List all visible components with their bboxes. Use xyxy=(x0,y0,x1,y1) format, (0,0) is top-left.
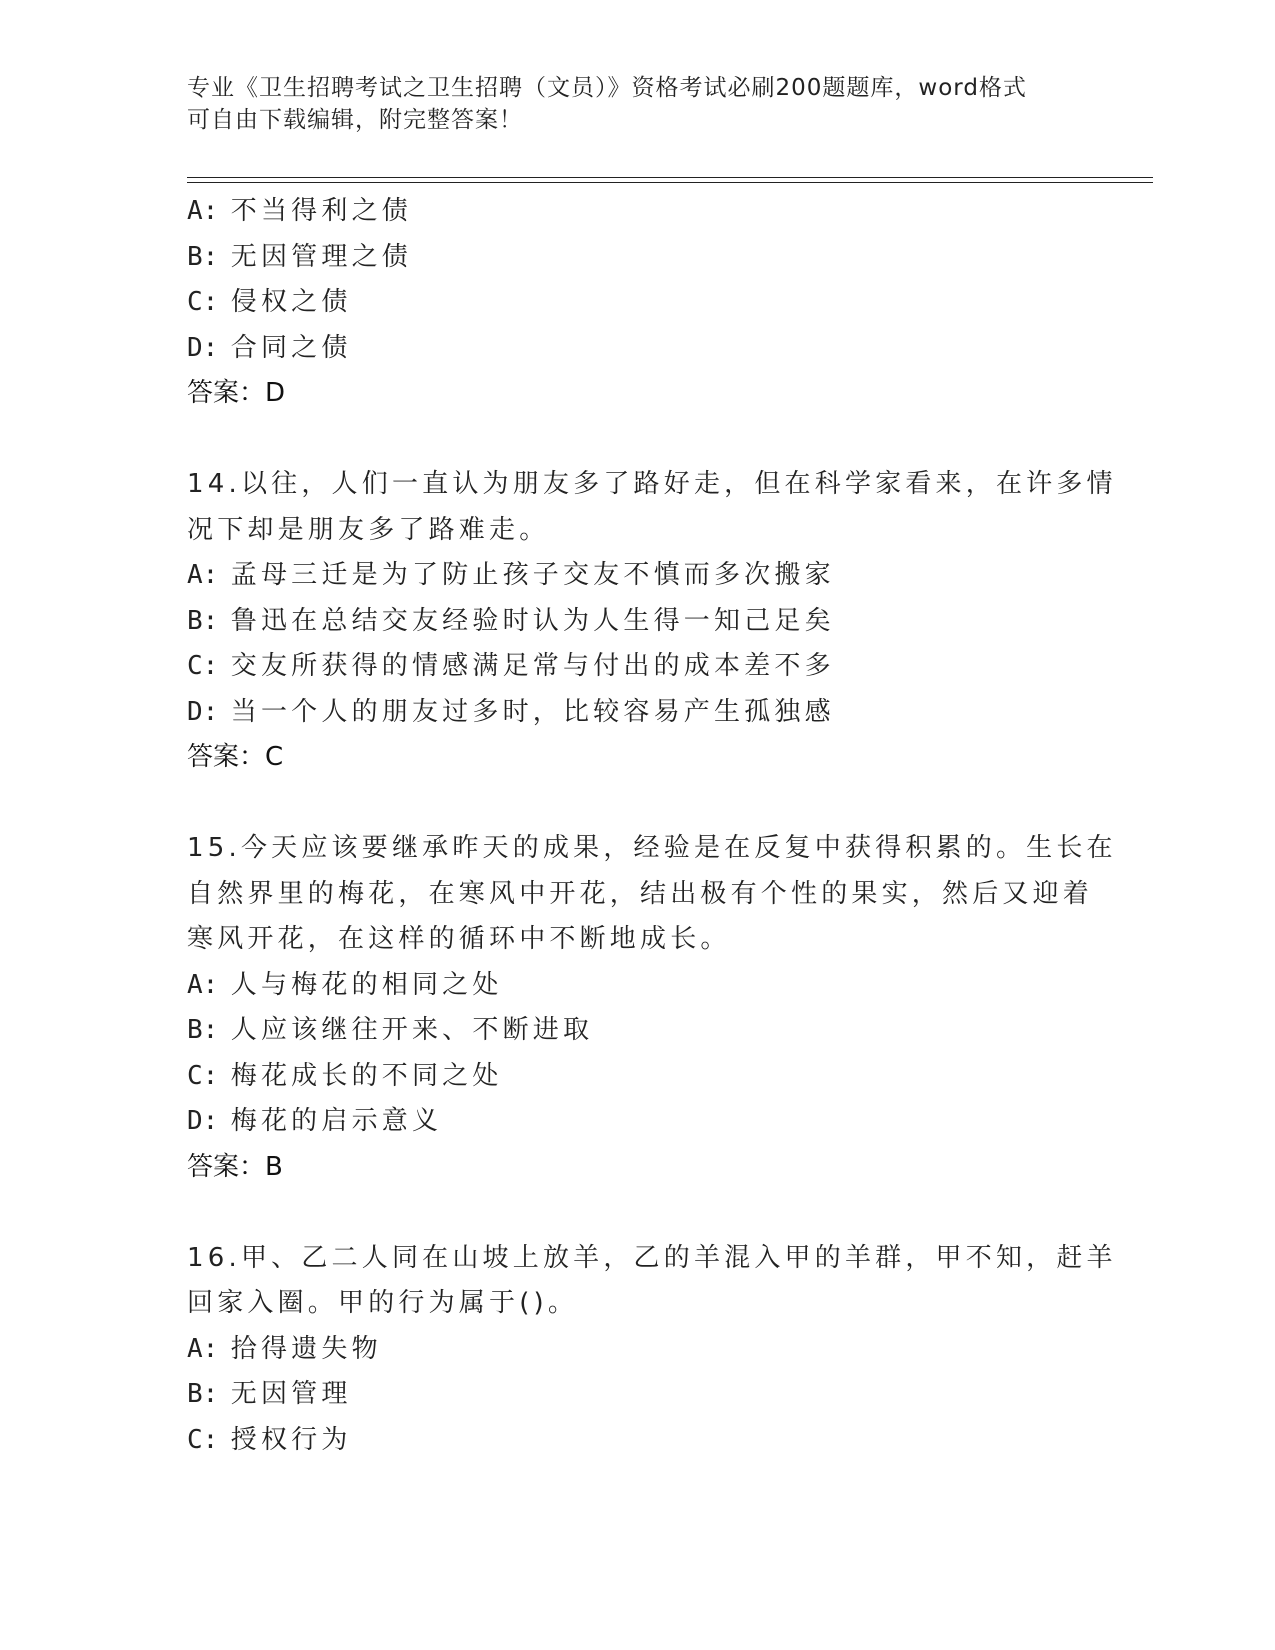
question-stem: 16.甲、乙二人同在山坡上放羊，乙的羊混入甲的羊群，甲不知，赶羊 xyxy=(187,1242,1117,1273)
option-key: A: xyxy=(187,1333,219,1364)
question-stem: 回家入圈。甲的行为属于()。 xyxy=(187,1288,579,1318)
question-16-block xyxy=(187,1236,1117,1464)
option-b xyxy=(187,1008,1087,1054)
option-c xyxy=(187,1054,1087,1100)
option-text: 鲁迅在总结交友经验时认为人生得一知己足矣 xyxy=(218,605,835,636)
option-text: 合同之债 xyxy=(218,332,352,363)
option-text: 交友所获得的情感满足常与付出的成本差不多 xyxy=(218,651,835,681)
question-15-block xyxy=(187,826,1117,1190)
option-key: B: xyxy=(187,605,219,636)
option-key: D: xyxy=(187,696,219,727)
option-a xyxy=(187,553,1087,599)
option-c xyxy=(187,280,1087,326)
option-key: A: xyxy=(187,560,219,590)
option-text: 梅花的启示意义 xyxy=(218,1106,443,1136)
option-a xyxy=(187,1327,1087,1373)
option-text: 无因管理 xyxy=(218,1379,352,1409)
question-stem: 寒风开花，在这样的循环中不断地成长。 xyxy=(187,924,731,954)
option-b xyxy=(187,235,1087,281)
question-14-block xyxy=(187,462,1117,781)
option-key: C: xyxy=(187,287,219,317)
option-key: C: xyxy=(187,651,219,681)
question-content xyxy=(187,189,1117,1463)
option-text: 梅花成长的不同之处 xyxy=(218,1060,503,1091)
option-text: 侵权之债 xyxy=(218,287,352,317)
option-text: 孟母三迁是为了防止孩子交友不慎而多次搬家 xyxy=(218,560,835,590)
option-key: D: xyxy=(187,332,219,363)
question-stem: 自然界里的梅花，在寒风中开花，结出极有个性的果实，然后又迎着 xyxy=(187,878,1094,909)
question-13-block xyxy=(187,189,1087,417)
option-d xyxy=(187,1099,1087,1145)
answer-line: 答案：B xyxy=(187,1151,283,1182)
option-a xyxy=(187,189,1087,235)
option-text: 人与梅花的相同之处 xyxy=(218,969,503,1000)
option-c xyxy=(187,1418,1087,1464)
option-key: B: xyxy=(187,1379,219,1409)
spacer xyxy=(187,781,1087,827)
question-stem: 14.以往，人们一直认为朋友多了路好走，但在科学家看来，在许多情 xyxy=(187,469,1117,499)
option-b xyxy=(187,599,1087,645)
header-rule-bottom xyxy=(187,182,1153,183)
option-b xyxy=(187,1372,1087,1418)
option-key: B: xyxy=(187,241,219,272)
question-stem: 15.今天应该要继承昨天的成果，经验是在反复中获得积累的。生长在 xyxy=(187,833,1117,863)
option-key: C: xyxy=(187,1060,219,1091)
option-text: 不当得利之债 xyxy=(218,196,412,226)
document-header xyxy=(187,72,1067,136)
option-text: 当一个人的朋友过多时，比较容易产生孤独感 xyxy=(218,696,835,727)
answer-line: 答案：C xyxy=(187,742,284,772)
option-d xyxy=(187,690,1087,736)
header-rule-top xyxy=(187,177,1153,178)
header-line-1: 专业《卫生招聘考试之卫生招聘（文员）》资格考试必刷200题题库，word格式 xyxy=(187,75,1027,101)
option-key: A: xyxy=(187,196,219,226)
option-key: B: xyxy=(187,1015,219,1045)
question-stem: 况下却是朋友多了路难走。 xyxy=(187,514,550,545)
answer-line: 答案：D xyxy=(187,378,286,408)
option-a xyxy=(187,963,1087,1009)
option-key: A: xyxy=(187,969,219,1000)
option-text: 无因管理之债 xyxy=(218,241,412,272)
option-text: 人应该继往开来、不断进取 xyxy=(218,1015,594,1045)
option-d xyxy=(187,326,1087,372)
option-key: D: xyxy=(187,1106,219,1136)
option-text: 授权行为 xyxy=(218,1424,352,1455)
spacer xyxy=(187,417,1087,463)
option-c xyxy=(187,644,1087,690)
spacer xyxy=(187,1190,1087,1236)
header-line-2: 可自由下载编辑，附完整答案！ xyxy=(187,107,523,133)
option-key: C: xyxy=(187,1424,219,1455)
option-text: 拾得遗失物 xyxy=(218,1333,382,1364)
